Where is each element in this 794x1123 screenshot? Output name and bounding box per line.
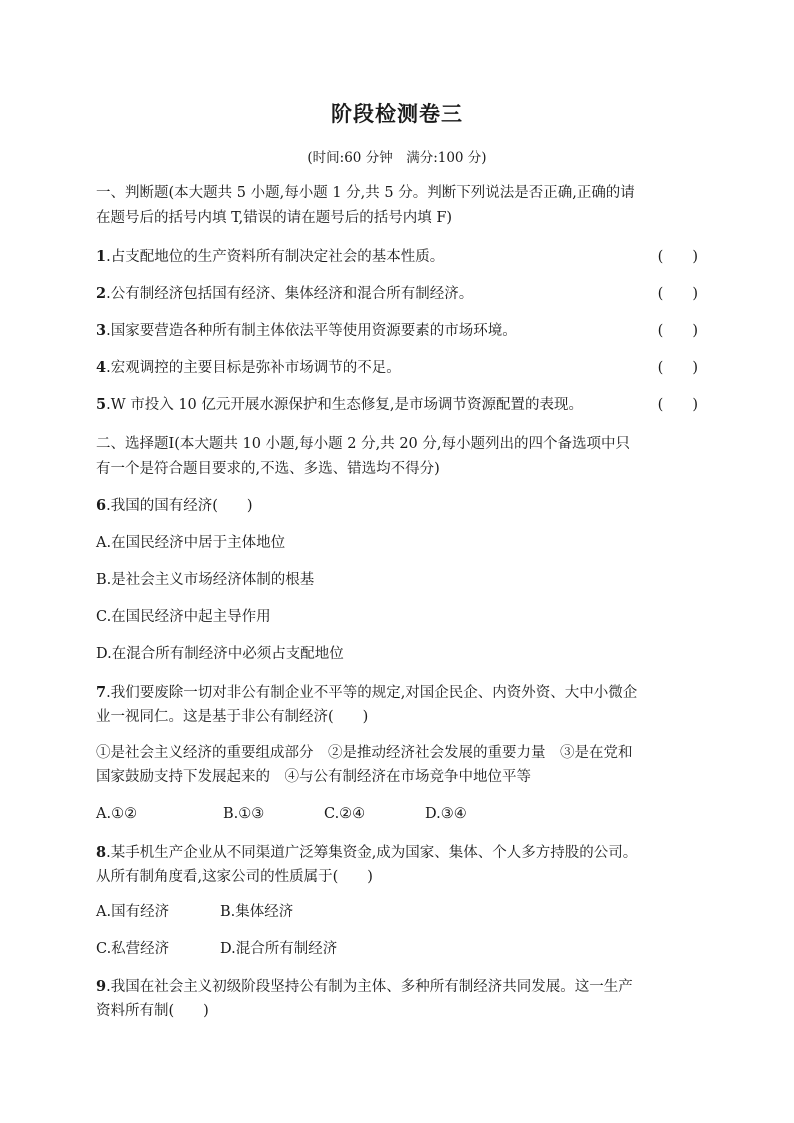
q8-option-b: B.集体经济 xyxy=(220,904,294,920)
question-text: .公有制经济包括国有经济、集体经济和混合所有制经济。 xyxy=(106,286,474,302)
q7-statements-line1: ①是社会主义经济的重要组成部分 ②是推动经济社会发展的重要力量 ③是在党和 xyxy=(96,745,633,761)
question-text: .我们要废除一切对非公有制企业不平等的规定,对国企民企、内资外资、大中小微企 xyxy=(106,685,638,701)
q7-statements-line2: 国家鼓励支持下发展起来的 ④与公有制经济在市场竞争中地位平等 xyxy=(96,769,531,785)
question-text: .我国的国有经济( ) xyxy=(106,498,253,514)
question-text: .W 市投入 10 亿元开展水源保护和生态修复,是市场调节资源配置的表现。 xyxy=(106,397,583,413)
section1-header-line2: 在题号后的括号内填 T,错误的请在题号后的括号内填 F) xyxy=(96,210,453,226)
question-9-stem-line2: 资料所有制( ) xyxy=(96,1003,209,1019)
tf-item-1 xyxy=(96,247,698,267)
answer-blank: ( ) xyxy=(657,397,698,413)
q6-option-a: A.在国民经济中居于主体地位 xyxy=(96,535,286,551)
question-text: .占支配地位的生产资料所有制决定社会的基本性质。 xyxy=(106,249,445,265)
q6-option-c: C.在国民经济中起主导作用 xyxy=(96,609,271,625)
q7-option-d: D.③④ xyxy=(425,806,467,822)
question-number: 3 xyxy=(96,322,107,339)
q6-option-b: B.是社会主义市场经济体制的根基 xyxy=(96,572,315,588)
question-number: 7 xyxy=(96,684,107,701)
question-7-stem-line1 xyxy=(96,683,698,703)
q8-option-c: C.私营经济 xyxy=(96,941,170,957)
q7-option-c: C.②④ xyxy=(324,806,366,822)
tf-item-4 xyxy=(96,358,698,378)
q7-options xyxy=(96,804,698,824)
answer-blank: ( ) xyxy=(657,323,698,339)
question-text: .我国在社会主义初级阶段坚持公有制为主体、多种所有制经济共同发展。这一生产 xyxy=(106,979,633,995)
answer-blank: ( ) xyxy=(657,249,698,265)
section2-header-line2: 有一个是符合题目要求的,不选、多选、错选均不得分) xyxy=(96,461,440,477)
q8-options-row1 xyxy=(96,902,698,922)
question-8-stem-line2: 从所有制角度看,这家公司的性质属于( ) xyxy=(96,869,373,885)
answer-blank: ( ) xyxy=(657,360,698,376)
question-7-stem-line2: 业一视同仁。这是基于非公有制经济( ) xyxy=(96,709,369,725)
question-number: 9 xyxy=(96,978,107,995)
question-8-stem-line1 xyxy=(96,843,698,863)
question-number: 2 xyxy=(96,285,107,302)
question-number: 4 xyxy=(96,359,107,376)
tf-item-5 xyxy=(96,395,698,415)
question-9-stem-line1 xyxy=(96,977,698,997)
question-text: .国家要营造各种所有制主体依法平等使用资源要素的市场环境。 xyxy=(106,323,517,339)
section2-header-line1: 二、选择题Ⅰ(本大题共 10 小题,每小题 2 分,共 20 分,每小题列出的四个备选项中只 xyxy=(96,436,630,452)
q6-option-d: D.在混合所有制经济中必须占支配地位 xyxy=(96,646,344,662)
tf-item-3 xyxy=(96,321,698,341)
q7-option-b: B.①③ xyxy=(223,806,265,822)
q7-option-a: A.①② xyxy=(96,806,138,822)
question-text: .宏观调控的主要目标是弥补市场调节的不足。 xyxy=(106,360,401,376)
question-number: 5 xyxy=(96,396,107,413)
question-number: 6 xyxy=(96,497,107,514)
question-6-stem xyxy=(96,496,698,516)
page-title: 阶段检测卷三 xyxy=(331,101,463,126)
answer-blank: ( ) xyxy=(657,286,698,302)
question-number: 1 xyxy=(96,248,107,265)
q8-option-a: A.国有经济 xyxy=(96,904,170,920)
question-number: 8 xyxy=(96,844,107,861)
exam-time-and-score: (时间:60 分钟 满分:100 分) xyxy=(307,150,487,166)
question-text: .某手机生产企业从不同渠道广泛筹集资金,成为国家、集体、个人多方持股的公司。 xyxy=(106,845,638,861)
tf-item-2 xyxy=(96,284,698,304)
q8-option-d: D.混合所有制经济 xyxy=(220,941,338,957)
q8-options-row2 xyxy=(96,939,698,959)
section1-header-line1: 一、判断题(本大题共 5 小题,每小题 1 分,共 5 分。判断下列说法是否正确,正确的请 xyxy=(96,185,635,201)
